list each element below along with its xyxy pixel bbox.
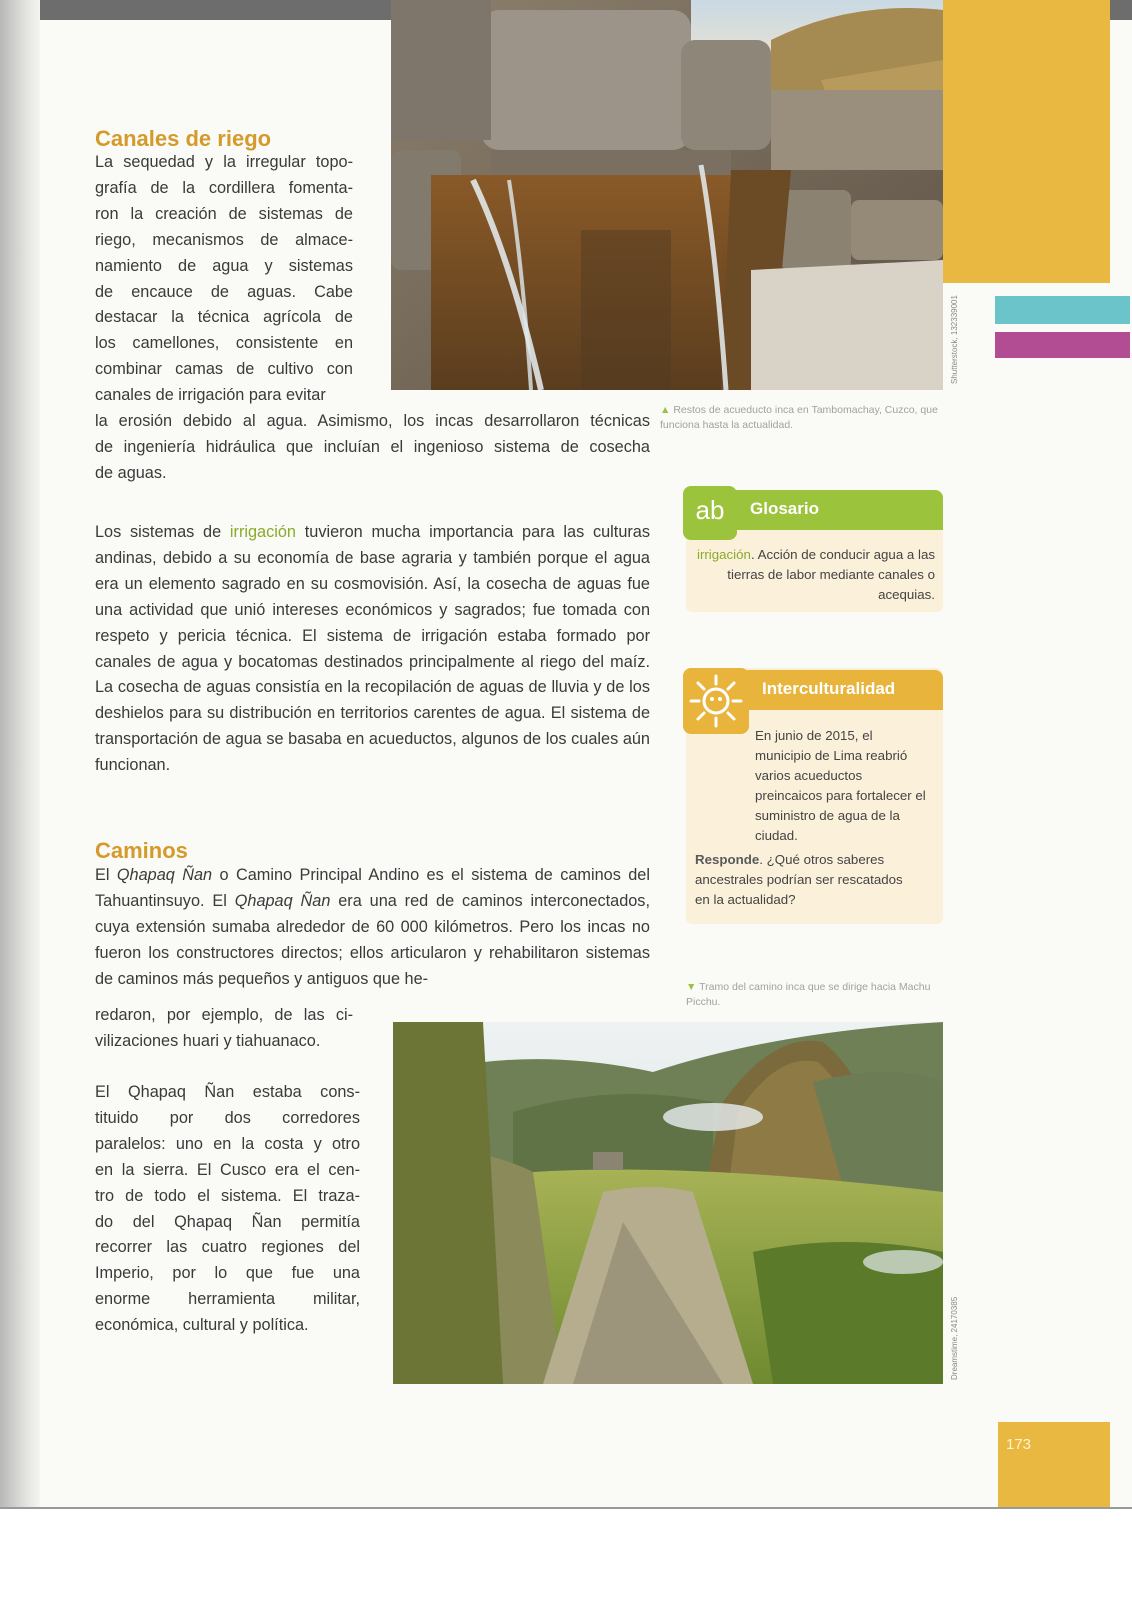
- caminos-paragraph-1: [95, 863, 650, 993]
- triangle-up-icon: ▲: [660, 404, 674, 416]
- caminos-p1-tail-line: vilizaciones huari y tiahuanaco.: [95, 1031, 321, 1050]
- canales-p1-line: namiento de agua y sistemas: [95, 256, 353, 275]
- photo1-caption: [660, 403, 945, 433]
- canales-p1-wide-line: la erosión debido al agua. Asimismo, los incas desarrollaron técnicas: [95, 412, 650, 430]
- caminos-p1-c: era una red de caminos interconectados, cuya extensión sumaba alrededor de 60 000 kilómetros. Pero los incas no fueron los constructores directos; ellos articularon y rehabilitaron sistemas de caminos más pequeños y antiguos que he-: [95, 891, 650, 988]
- caminos-paragraph-1-tail: [95, 1003, 353, 1055]
- canales-p1-line: combinar camas de cultivo con: [95, 360, 353, 379]
- glosario-icon: [683, 486, 737, 540]
- interculturalidad-responde: [695, 850, 917, 910]
- responde-text: . ¿Qué otros saberes ancestrales podrían ser rescatados en la actualidad?: [695, 852, 903, 907]
- canales-p1-line: grafía de la cordillera fomenta-: [95, 178, 353, 197]
- canales-p1-line: La sequedad y la irregular topo-: [95, 153, 353, 171]
- caminos-paragraph-2: [95, 1080, 360, 1339]
- glosario-term: irrigación: [696, 547, 751, 562]
- caminos-heading: Caminos: [95, 838, 188, 863]
- sun-face-icon: [683, 668, 749, 734]
- photo2-caption: [686, 980, 946, 1010]
- caminos-p2-line: El Qhapaq Ñan estaba cons-: [95, 1083, 360, 1101]
- page-number: 173: [1006, 1436, 1032, 1453]
- canales-heading: Canales de riego: [95, 126, 272, 151]
- caminos-p2-line: económica, cultural y política.: [95, 1316, 309, 1335]
- glosario-definition: . Acción de conducir agua a las tierras de labor mediante canales o acequias.: [727, 547, 935, 602]
- caminos-p2-line: recorrer las cuatro regiones del: [95, 1238, 360, 1257]
- canales-p1-wide-line: de aguas.: [95, 463, 167, 482]
- canales-p1-wide-line: de ingeniería hidráulica que incluían el ingenioso sistema de cosecha: [95, 437, 650, 456]
- page-edge-line: [0, 1507, 1132, 1509]
- photo1-credit: Shutterstock, 132339001: [950, 295, 959, 384]
- caminos-p2-line: enorme herramienta militar,: [95, 1290, 360, 1309]
- yellow-margin-band: [942, 0, 1110, 283]
- page-number-box: [998, 1422, 1110, 1507]
- page-spine-shadow: [0, 0, 40, 1510]
- canales-p1-line: ron la creación de sistemas de: [95, 204, 353, 223]
- page-bottom-margin: [0, 1507, 1132, 1600]
- glosario-text: [693, 545, 935, 605]
- interculturalidad-header: [740, 670, 943, 710]
- canales-p1-line: destacar la técnica agrícola de: [95, 308, 353, 327]
- interculturalidad-text: En junio de 2015, el municipio de Lima reabrió varios acueductos preincaicos para fortalecer el suministro de agua de la ciudad.: [755, 728, 926, 843]
- photo2-caption-text: Tramo del camino inca que se dirige hacia Machu Picchu.: [686, 981, 931, 1008]
- p2-rest: tuvieron mucha importancia para las culturas andinas, debido a su economía de base agraria y también porque el agua era un elemento sagrado en su cosmovisión. Así, la cosecha de aguas fue una actividad que unió intereses económicos y sagrados; fue tomada con respeto y pericia técnica. El sistema de irrigación estaba formado por canales de agua y bocatomas destinados principalmente al riego del maíz. La cosecha de aguas consistía en la recopilación de aguas de lluvia y de los deshielos para su distribución en territorios carentes de agua. El sistema de transportación de agua se basaba en acueductos, algunos de los cuales aún funcionan.: [95, 523, 650, 775]
- canales-p1-line: de encauce de aguas. Cabe: [95, 282, 353, 301]
- caminos-p2-line: tro de todo el sistema. El traza-: [95, 1186, 360, 1205]
- caminos-p2-line: do del Qhapaq Ñan permitía: [95, 1212, 360, 1231]
- aqueduct-photo: [391, 0, 943, 390]
- caminos-p2-line: Imperio, por lo que fue una: [95, 1264, 360, 1283]
- glosario-header: [730, 490, 943, 530]
- canales-paragraph-1-wide: [95, 409, 650, 487]
- glosario-icon-text: ab: [695, 495, 725, 525]
- photo2-credit: Dreamstime, 24170385: [950, 1296, 959, 1380]
- interculturalidad-icon: [683, 668, 749, 734]
- magenta-margin-band: [995, 332, 1130, 358]
- triangle-down-icon: ▼: [686, 981, 700, 993]
- canales-p1-line: los camellones, consistente en: [95, 334, 353, 353]
- p2-highlight-irrigacion: irrigación: [229, 523, 296, 541]
- photo1-caption-text: Restos de acueducto inca en Tambomachay, Cuzco, que funciona hasta la actualidad.: [660, 404, 938, 431]
- caminos-p1-a: El: [95, 866, 117, 884]
- qhapaq-nan-2: Qhapaq Ñan: [234, 891, 331, 910]
- canales-paragraph-2: [95, 520, 650, 779]
- caminos-p2-line: paralelos: uno en la costa y otro: [95, 1134, 360, 1153]
- cyan-margin-band: [995, 296, 1130, 324]
- glosario-title: Glosario: [750, 499, 819, 518]
- caminos-p2-line: en la sierra. El Cusco era el cen-: [95, 1160, 360, 1179]
- caminos-p2-line: tituido por dos corredores: [95, 1108, 360, 1127]
- inca-trail-photo: [393, 1022, 943, 1384]
- canales-p1-line: canales de irrigación para evitar: [95, 386, 326, 405]
- responde-label: Responde: [695, 852, 760, 867]
- qhapaq-nan-1: Qhapaq Ñan: [116, 866, 213, 884]
- caminos-p1-b: o Camino Principal Andino es el sistema de caminos del Tahuantinsuyo. El: [95, 866, 650, 910]
- interculturalidad-title: Interculturalidad: [762, 679, 896, 698]
- caminos-p1-tail-line: redaron, por ejemplo, de las ci-: [95, 1006, 353, 1024]
- p2-start: Los sistemas de: [95, 523, 230, 541]
- canales-paragraph-1-narrow: [95, 150, 353, 409]
- canales-p1-line: riego, mecanismos de almace-: [95, 230, 353, 249]
